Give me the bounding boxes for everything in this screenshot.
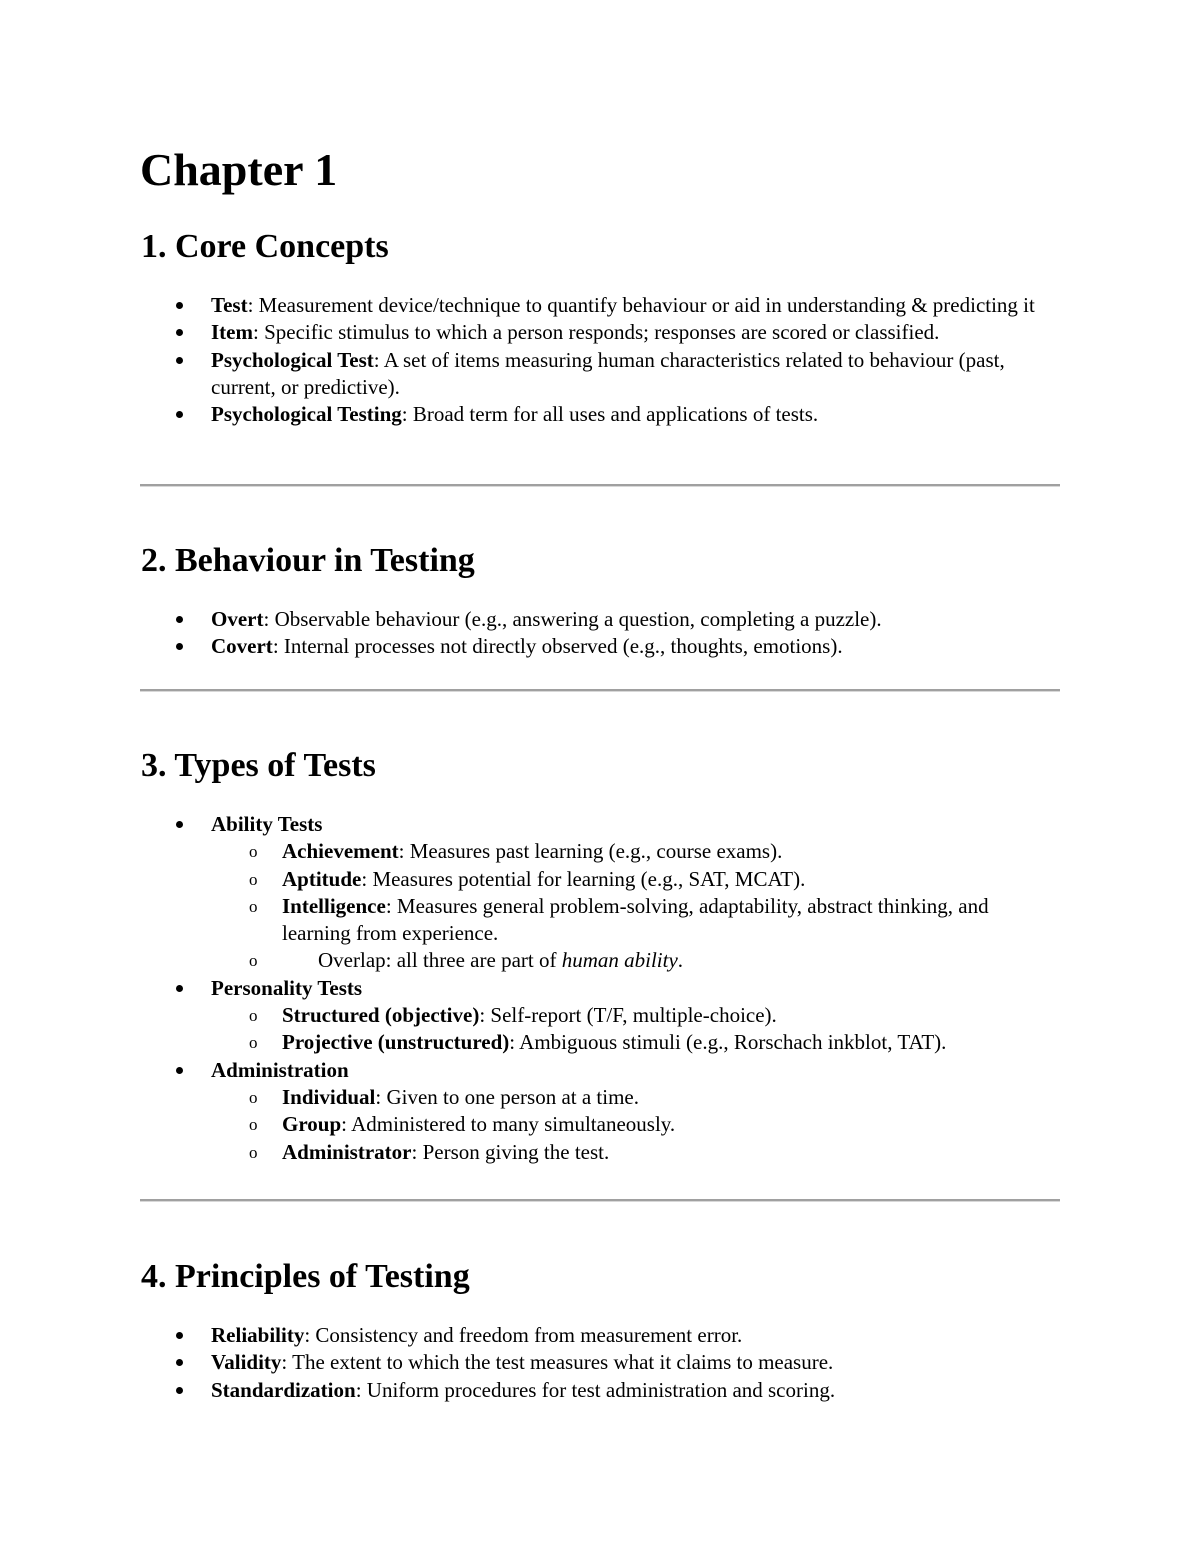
list-item (211, 292, 1061, 319)
item-text: : Given to one person at a time. (375, 1084, 640, 1109)
sub-bullet-icon: o (249, 896, 258, 916)
bullet-icon (176, 821, 183, 828)
item-text: : Measures potential for learning (e.g., SAT, MCAT). (361, 866, 806, 891)
horizontal-rule (140, 1199, 1060, 1202)
horizontal-rule (140, 689, 1060, 692)
sub-list-item-overlap (249, 947, 1061, 974)
bullet-icon (176, 357, 183, 364)
item-term: Individual (282, 1084, 376, 1109)
item-term: Group (282, 1112, 342, 1137)
item-text: : Measurement device/technique to quantify behaviour or aid in understanding & predicting it (247, 293, 1035, 317)
page-title: Chapter 1 (140, 144, 338, 195)
item-term: Test (211, 293, 248, 317)
item-text: : Specific stimulus to which a person responds; responses are scored or classified. (252, 320, 940, 345)
sub-bullet-icon: o (249, 1087, 258, 1107)
item-term: Item (211, 320, 253, 345)
item-text: : Uniform procedures for test administration and scoring. (355, 1377, 836, 1402)
list-item (211, 347, 1061, 402)
list-item (211, 633, 1061, 660)
list-item-ability-tests (211, 811, 1061, 975)
bullet-list (211, 606, 1061, 661)
list-item (211, 1377, 1061, 1404)
item-term: Reliability (211, 1323, 305, 1347)
bullet-list (211, 292, 1061, 428)
bullet-icon (176, 616, 183, 623)
item-term: Structured (objective) (282, 1003, 480, 1028)
sub-bullet-icon: o (249, 842, 258, 862)
section-heading: 4. Principles of Testing (141, 1258, 470, 1295)
item-term: Aptitude (282, 866, 362, 891)
list-item (211, 401, 1061, 428)
sub-list-item (249, 1029, 1061, 1056)
group-label: Ability Tests (211, 812, 323, 836)
item-text: : Broad term for all uses and applications of tests. (401, 402, 819, 427)
sub-list-item (249, 1002, 1061, 1029)
list-item-personality-tests (211, 975, 1061, 1057)
item-text: : Person giving the test. (411, 1139, 610, 1164)
group-label: Personality Tests (211, 975, 363, 1000)
sub-bullet-icon: o (249, 1142, 258, 1162)
item-text: : Measures past learning (e.g., course exams). (398, 839, 783, 864)
sub-bullet-icon: o (249, 1115, 258, 1135)
item-text: : Internal processes not directly observed (e.g., thoughts, emotions). (272, 634, 843, 659)
item-text: : Administered to many simultaneously. (341, 1112, 676, 1137)
bullet-icon (176, 1332, 183, 1339)
sub-list-item (249, 838, 1061, 865)
bullet-icon (176, 985, 183, 992)
sub-list (211, 1084, 1061, 1166)
sub-list-item (249, 893, 1061, 948)
section-heading: 1. Core Concepts (141, 228, 389, 265)
overlap-text: Overlap: all three are part of (318, 948, 562, 973)
item-text: : Measures general problem-solving, adaptability, abstract thinking, and learning from experience. (282, 893, 989, 946)
section-heading: 2. Behaviour in Testing (141, 542, 475, 579)
overlap-suffix: . (677, 948, 684, 973)
bullet-icon (176, 302, 183, 309)
list-item (211, 606, 1061, 633)
bullet-icon (176, 411, 183, 418)
sub-bullet-icon: o (249, 1006, 258, 1026)
item-term: Administrator (282, 1139, 412, 1164)
list-item-administration (211, 1057, 1061, 1166)
bullet-list (211, 1322, 1061, 1404)
sub-list (211, 1002, 1061, 1057)
overlap-emphasis: human ability (561, 948, 678, 973)
item-text: : Self-report (T/F, multiple-choice). (479, 1003, 777, 1028)
sub-bullet-icon: o (249, 869, 258, 889)
item-term: Psychological Testing (211, 402, 402, 427)
item-term: Achievement (282, 839, 399, 864)
sub-bullet-icon: o (249, 1033, 258, 1053)
section-heading: 3. Types of Tests (141, 747, 376, 784)
sub-list-item (249, 866, 1061, 893)
item-text: : Observable behaviour (e.g., answering a question, completing a puzzle). (263, 607, 882, 631)
list-item (211, 1322, 1061, 1349)
bullet-icon (176, 1067, 183, 1074)
list-item (211, 1349, 1061, 1376)
item-term: Covert (211, 634, 273, 659)
item-term: Projective (unstructured) (282, 1030, 510, 1055)
bullet-icon (176, 329, 183, 336)
item-text: : Consistency and freedom from measurement error. (304, 1323, 743, 1347)
item-term: Overt (211, 607, 264, 631)
sub-list (211, 838, 1061, 974)
list-item (211, 319, 1061, 346)
item-text: : Ambiguous stimuli (e.g., Rorschach inkblot, TAT). (509, 1030, 947, 1055)
item-term: Standardization (211, 1377, 356, 1402)
item-text: : The extent to which the test measures what it claims to measure. (281, 1350, 834, 1375)
item-term: Validity (211, 1350, 282, 1375)
horizontal-rule (140, 484, 1060, 487)
sub-list-item (249, 1111, 1061, 1138)
sub-list-item (249, 1084, 1061, 1111)
bullet-icon (176, 1387, 183, 1394)
bullet-list (211, 811, 1061, 1166)
group-label: Administration (211, 1057, 349, 1082)
bullet-icon (176, 643, 183, 650)
sub-list-item (249, 1139, 1061, 1166)
sub-bullet-icon: o (249, 951, 258, 971)
item-term: Psychological Test (211, 347, 374, 372)
item-term: Intelligence (282, 893, 386, 918)
item-text: : A set of items measuring human characteristics related to behaviour (past, current, or predictive). (211, 347, 1005, 399)
bullet-icon (176, 1359, 183, 1366)
